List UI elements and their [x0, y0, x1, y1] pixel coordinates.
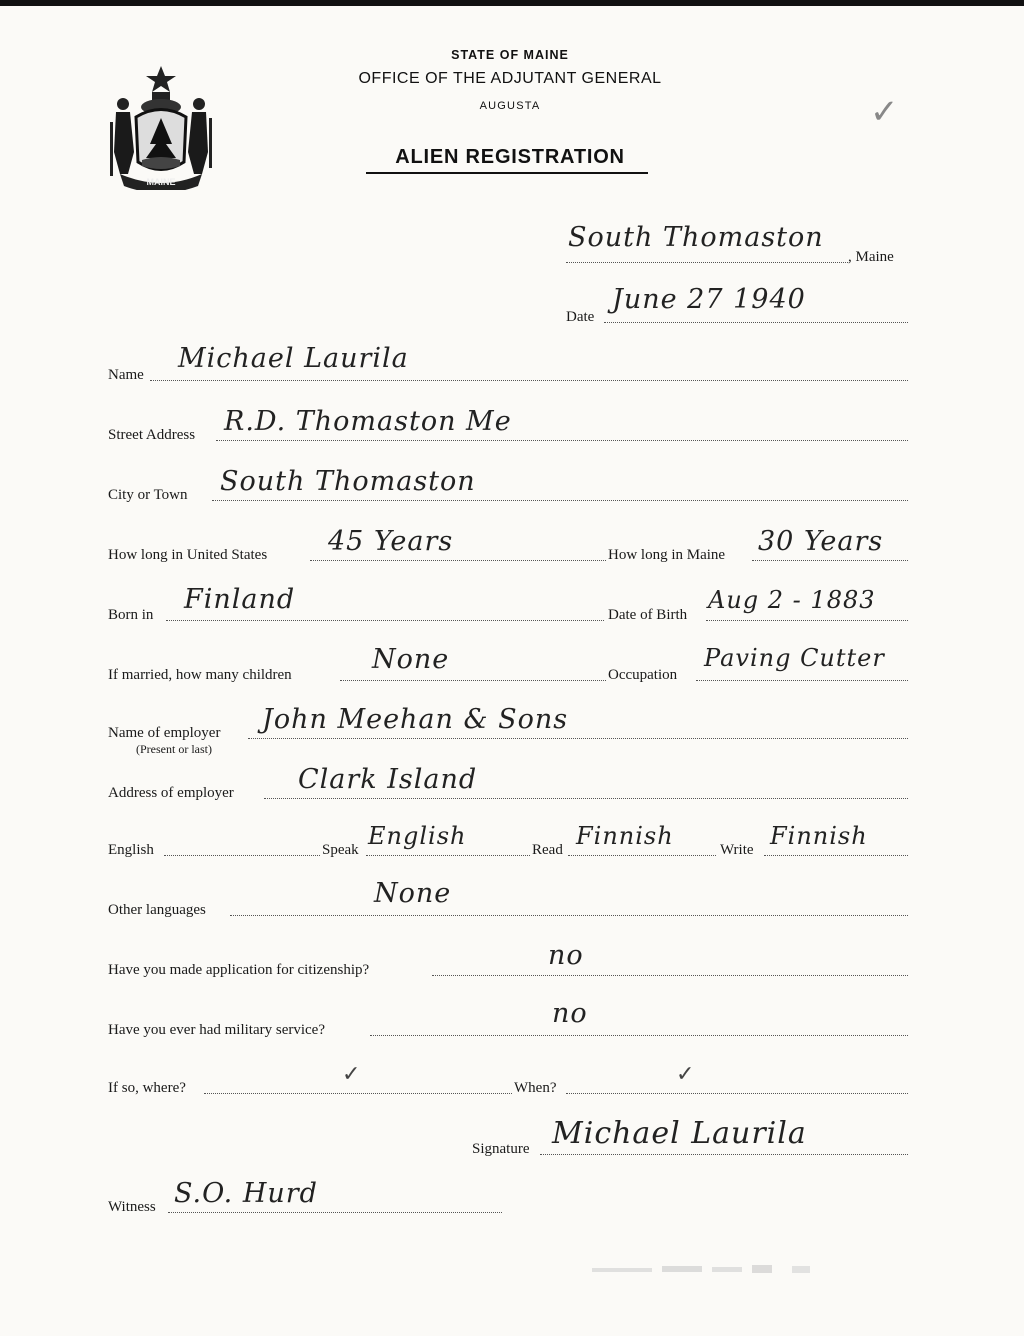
employer-line — [248, 738, 908, 739]
military-label: Have you ever had military service? — [108, 1022, 325, 1038]
top-check-mark: ✓ — [870, 92, 899, 132]
write-line — [764, 855, 908, 856]
us-value: 45 Years — [328, 526, 454, 557]
city-value: South Thomaston — [220, 466, 476, 497]
office-heading: OFFICE OF THE ADJUTANT GENERAL — [358, 70, 662, 87]
signature-line — [540, 1154, 908, 1155]
write-value: Finnish — [770, 822, 868, 850]
children-value: None — [372, 644, 450, 675]
born-label: Born in — [108, 607, 154, 623]
dob-label: Date of Birth — [608, 607, 688, 623]
state-heading: STATE OF MAINE — [451, 48, 569, 62]
dob-line — [706, 620, 908, 621]
title-underline — [366, 172, 648, 174]
street-value: R.D. Thomaston Me — [224, 406, 512, 437]
children-line — [340, 680, 606, 681]
maine-state-seal-icon — [106, 62, 216, 190]
born-value: Finland — [184, 584, 296, 615]
street-line — [216, 440, 908, 441]
born-line — [166, 620, 604, 621]
employer-address-line — [264, 798, 908, 799]
seal-text: MAINE — [146, 177, 176, 187]
other-languages-value: None — [374, 878, 452, 909]
other-languages-label: Other languages — [108, 902, 206, 918]
employer-address-label: Address of employer — [108, 785, 234, 801]
maine-label: How long in Maine — [608, 547, 726, 563]
citizenship-value: no — [548, 940, 584, 971]
date-line — [604, 322, 908, 323]
witness-value: S.O. Hurd — [174, 1178, 318, 1209]
where-line — [204, 1093, 512, 1094]
employer-value: John Meehan & Sons — [262, 704, 569, 735]
name-line — [150, 380, 908, 381]
faint-stamp-mark — [592, 1262, 822, 1278]
speak-label: Speak — [322, 842, 359, 858]
where-check-mark: ✓ — [342, 1062, 361, 1087]
occupation-value: Paving Cutter — [704, 644, 885, 672]
witness-label: Witness — [108, 1199, 156, 1215]
employer-label: Name of employer — [108, 725, 221, 741]
maine-value: 30 Years — [758, 526, 884, 557]
military-value: no — [552, 998, 588, 1029]
military-line — [370, 1035, 908, 1036]
signature-label: Signature — [472, 1141, 530, 1157]
read-value: Finnish — [576, 822, 674, 850]
speak-line — [366, 855, 530, 856]
date-label: Date — [566, 309, 595, 325]
witness-line — [168, 1212, 502, 1213]
maine-line — [752, 560, 908, 561]
write-label: Write — [720, 842, 754, 858]
place-line — [566, 262, 848, 263]
place-value: South Thomaston — [568, 222, 824, 253]
form-title: ALIEN REGISTRATION — [395, 146, 625, 168]
street-label: Street Address — [108, 427, 196, 443]
citizenship-label: Have you made application for citizenship? — [108, 962, 370, 978]
english-line — [164, 855, 320, 856]
read-line — [568, 855, 716, 856]
children-label: If married, how many children — [108, 667, 292, 683]
employer-address-value: Clark Island — [298, 764, 478, 795]
name-label: Name — [108, 367, 144, 383]
other-languages-line — [230, 915, 908, 916]
us-label: How long in United States — [108, 547, 268, 563]
speak-value: English — [368, 822, 467, 850]
top-border — [0, 0, 1024, 6]
when-check-mark: ✓ — [676, 1062, 695, 1087]
dob-value: Aug 2 - 1883 — [708, 586, 876, 614]
occupation-line — [696, 680, 908, 681]
city-heading: AUGUSTA — [479, 100, 541, 112]
read-label: Read — [532, 842, 563, 858]
city-line — [212, 500, 908, 501]
citizenship-line — [432, 975, 908, 976]
occupation-label: Occupation — [608, 667, 678, 683]
us-line — [310, 560, 606, 561]
date-value: June 27 1940 — [612, 284, 806, 315]
where-label: If so, where? — [108, 1080, 186, 1096]
when-line — [566, 1093, 908, 1094]
signature-value: Michael Laurila — [552, 1116, 807, 1151]
when-label: When? — [514, 1080, 557, 1096]
name-value: Michael Laurila — [178, 343, 409, 374]
city-label: City or Town — [108, 487, 188, 503]
employer-sublabel: (Present or last) — [136, 742, 212, 756]
place-suffix: , Maine — [848, 249, 894, 265]
english-label: English — [108, 842, 154, 858]
